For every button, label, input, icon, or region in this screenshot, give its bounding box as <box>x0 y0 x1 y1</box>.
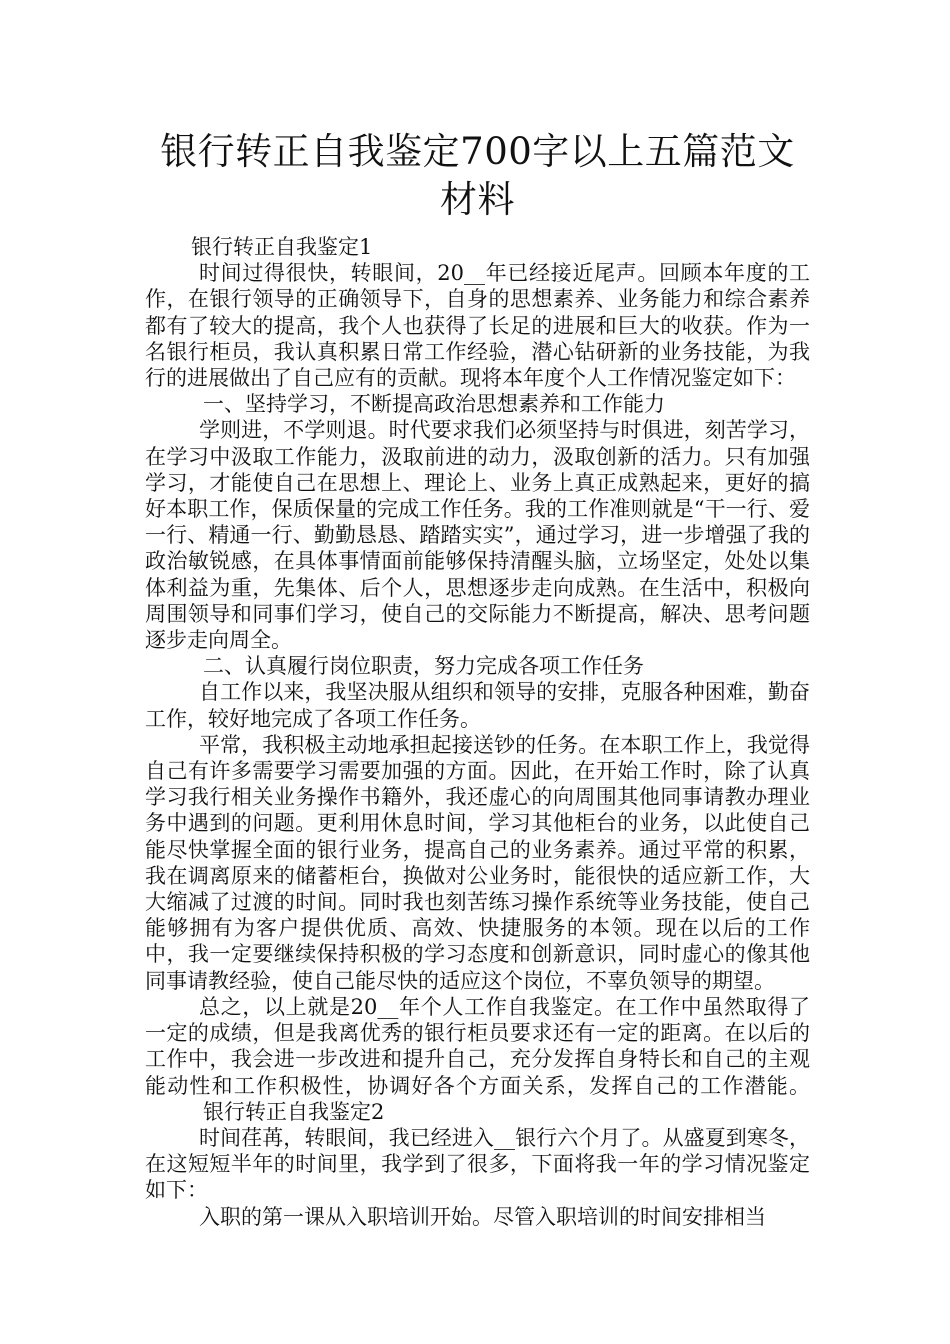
paragraph-1: 时间过得很快，转眼间，20__年已经接近尾声。回顾本年度的工作，在银行领导的正确领导下，自身的思想素养、业务能力和综合素养都有了较大的提高，我个人也获得了长足的进展和巨大的收获。作为一名银行柜员，我认真积累日常工作经验，潜心钻研新的业务技能，为我行的进展做出了自己应有的贡献。现将本年度个人工作情况鉴定如下： <box>145 261 810 391</box>
subheading-1: 一、坚持学习，不断提高政治思想素养和工作能力 <box>203 392 665 417</box>
section-heading-1: 银行转正自我鉴定1 <box>191 235 373 259</box>
paragraph-5-with-heading <box>145 994 810 1125</box>
section-heading-2: 银行转正自我鉴定2 <box>203 1099 385 1124</box>
paragraph-6: 时间荏苒，转眼间，我已经进入__银行六个月了。从盛夏到寒冬，在这短短半年的时间里，我学到了很多，下面将我一年的学习情况鉴定如下： <box>145 1125 810 1203</box>
paragraph-2: 学则进，不学则退。时代要求我们必须坚持与时俱进，刻苦学习，在学习中汲取工作能力，汲取前进的动力，汲取创新的活力。只有加强学习，才能使自己在思想上、理论上、业务上真正成熟起来，更好的搞好本职工作，保质保量的完成工作任务。我的工作准则就是“干一行、爱一行、精通一行、勤勤恳恳、踏踏实实”，通过学习，进一步增强了我的政治敏锐感，在具体事情面前能够保持清醒头脑，立场坚定，处处以集体利益为重，先集体、后个人，思想逐步走向成熟。在生活中，积极向周围领导和同事们学习，使自己的交际能力不断提高，解决、思考问题逐步走向周全。 <box>145 418 810 653</box>
paragraph-4: 平常，我积极主动地承担起接送钞的任务。在本职工作上，我觉得自己有许多需要学习需要加强的方面。因此，在开始工作时，除了认真学习我行相关业务操作书籍外，我还虚心的向周围其他同事请教办理业务中遇到的问题。更利用休息时间，学习其他柜台的业务，以此使自己能尽快掌握全面的银行业务，提高自己的业务素养。通过平常的积累，我在调离原来的储蓄柜台，换做对公业务时，能很快的适应新工作，大大缩减了过渡的时间。同时我也刻苦练习操作系统等业务技能，使自己能够拥有为客户提供优质、高效、快捷服务的本领。现在以后的工作中，我一定要继续保持积极的学习态度和创新意识，同时虚心的像其他同事请教经验，使自己能尽快的适应这个岗位，不辜负领导的期望。 <box>145 732 810 993</box>
subheading-2: 二、认真履行岗位职责，努力完成各项工作任务 <box>203 654 644 679</box>
document-body <box>145 234 810 1230</box>
paragraph-5: 总之，以上就是20__年个人工作自我鉴定。在工作中虽然取得了一定的成绩，但是我离优秀的银行柜员要求还有一定的距离。在以后的工作中，我会进一步改进和提升自己，充分发挥自身特长和自己的主观能动性和工作积极性，协调好各个方面关系，发挥自己的工作潜能。 <box>145 994 810 1098</box>
document-title: 银行转正自我鉴定700字以上五篇范文材料 <box>160 130 795 221</box>
paragraph-7: 入职的第一课从入职培训开始。尽管入职培训的时间安排相当 <box>199 1204 766 1229</box>
paragraph-3: 自工作以来，我坚决服从组织和领导的安排，克服各种困难，勤奋工作，较好地完成了各项工作任务。 <box>145 680 810 731</box>
document-page <box>145 128 810 1230</box>
